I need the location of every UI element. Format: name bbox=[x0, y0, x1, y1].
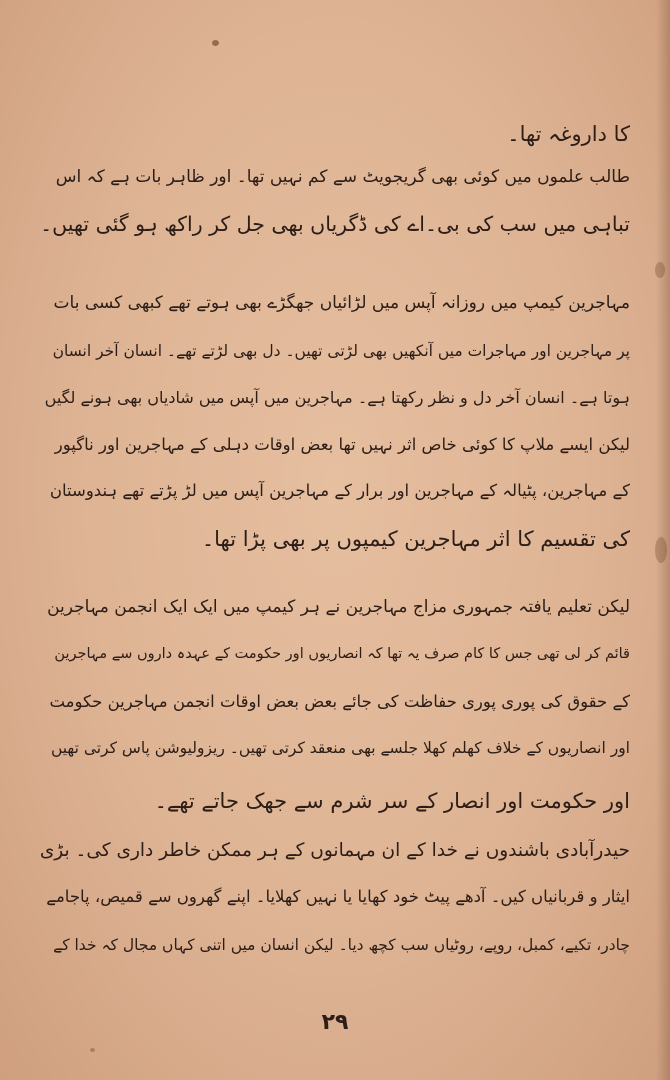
text-line: لیکن تعلیم یافتہ جمہوری مزاج مہاجرین نے ہر کیمپ میں ایک ایک انجمن مہاجرین bbox=[47, 597, 630, 617]
text-line: مہاجرین کیمپ میں روزانہ آپس میں لڑائیاں جھگڑے بھی ہوتے تھے کبھی کسی بات bbox=[53, 293, 630, 313]
paper-speck bbox=[90, 1048, 95, 1052]
paper-speck bbox=[655, 262, 665, 278]
text-line: تباہی میں سب کی بی۔اے کی ڈگریاں بھی جل کر راکھ ہو گئی تھیں۔ bbox=[40, 212, 630, 236]
text-line: اور انصاریوں کے خلاف کھلم کھلا جلسے بھی منعقد کرتی تھیں۔ ریزولیوشن پاس کرتی تھیں bbox=[50, 739, 630, 757]
text-line: کے حقوق کی پوری پوری حفاظت کی جائے بعض بعض اوقات انجمن مہاجرین حکومت bbox=[49, 692, 630, 711]
text-line: لیکن ایسے ملاپ کا کوئی خاص اثر نہیں تھا بعض اوقات دہلی کے مہاجرین اور ناگپور bbox=[54, 435, 630, 454]
text-line: حیدرآبادی باشندوں نے خدا کے ان مہمانوں کے ہر ممکن خاطر داری کی۔ بڑی bbox=[39, 840, 630, 861]
text-line: چادر، تکیے، کمبل، روپے، روٹیاں سب کچھ دیا۔ لیکن انسان میں اتنی کہاں مجال کہ خدا کے bbox=[53, 936, 630, 954]
text-line: پر مہاجرین اور مہاجرات میں آنکھیں بھی لڑتی تھیں۔ دل بھی لڑتے تھے۔ انسان آخر انسان bbox=[52, 342, 630, 360]
text-line: ایثار و قربانیاں کیں۔ آدھے پیٹ خود کھایا یا نہیں کھلایا۔ اپنے گھروں سے قمیص، پاجامے bbox=[46, 887, 630, 906]
text-line: کا داروغہ تھا۔ bbox=[507, 122, 630, 146]
paper-speck bbox=[655, 537, 667, 563]
paper-speck bbox=[212, 40, 219, 46]
text-line: طالب علموں میں کوئی بھی گریجویٹ سے کم نہیں تھا۔ اور ظاہر بات ہے کہ اس bbox=[55, 167, 630, 187]
text-line: اور حکومت اور انصار کے سر شرم سے جھک جاتے تھے۔ bbox=[154, 789, 630, 813]
page-number: ۲۹ bbox=[321, 1010, 349, 1035]
text-line: کے مہاجرین، پٹیالہ کے مہاجرین اور برار کے مہاجرین آپس میں لڑ پڑتے تھے ہندوستان bbox=[49, 481, 630, 500]
text-line: ہوتا ہے۔ انسان آخر دل و نظر رکھتا ہے۔ مہاجرین میں آپس میں شادیاں بھی ہونے لگیں bbox=[44, 388, 630, 407]
text-line: کی تقسیم کا اثر مہاجرین کیمپوں پر بھی پڑا تھا۔ bbox=[201, 527, 630, 551]
text-line: قائم کر لی تھی جس کا کام صرف یہ تھا کہ انصاریوں اور حکومت کے عہدہ داروں سے مہاجرین bbox=[54, 646, 630, 662]
